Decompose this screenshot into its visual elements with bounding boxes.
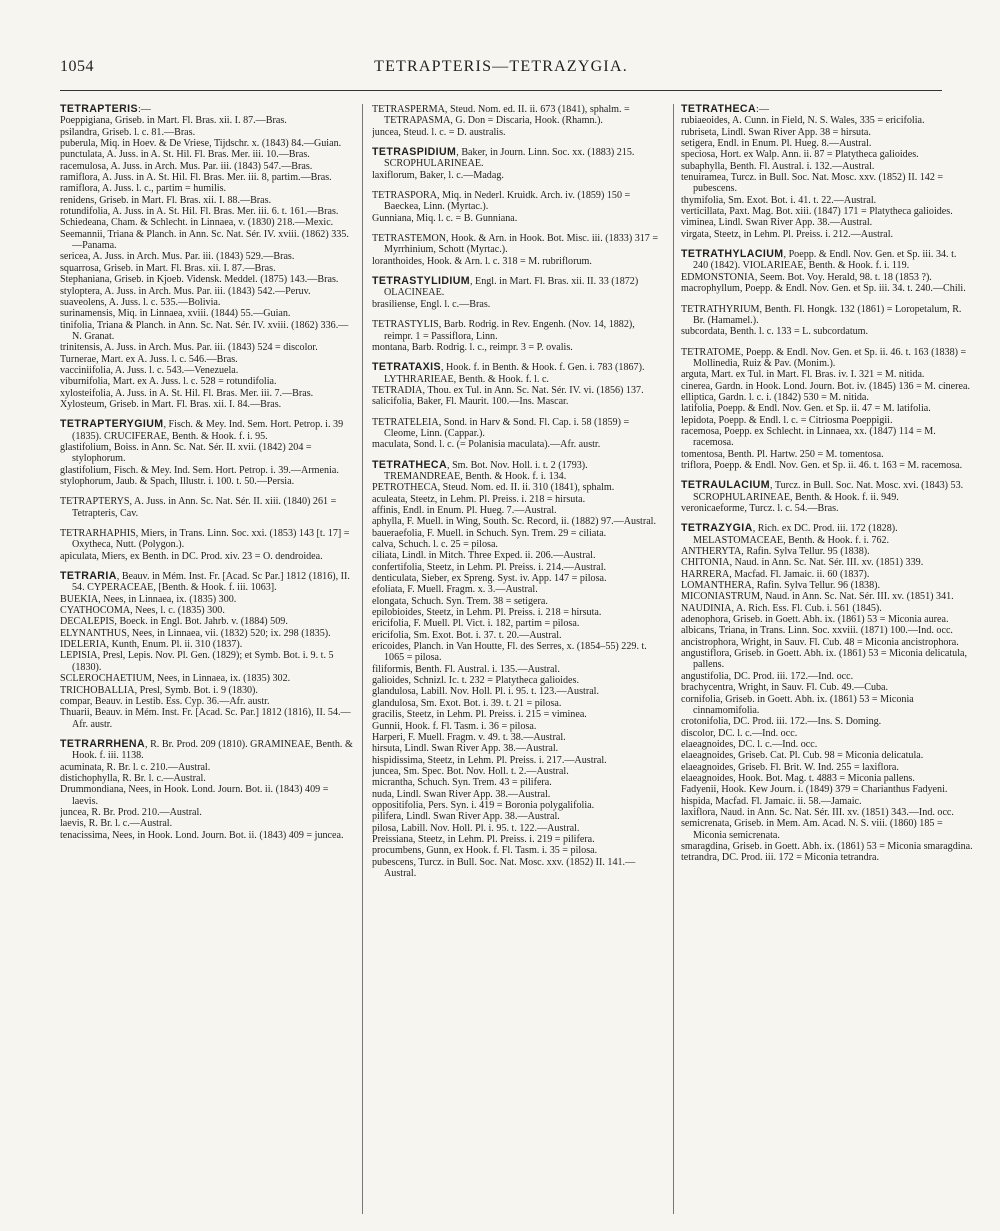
genus-citation: , Sm. Bot. Nov. Holl. i. t. 2 (1793). TREMANDREAE, Benth. & Hook. f. i. 134. [384, 459, 588, 482]
species-line: maculata, Sond. l. c. (= Polanisia maculata).—Afr. austr. [372, 439, 601, 451]
species-line: BUEKIA, Nees, in Linnaea, ix. (1835) 300. [60, 593, 237, 605]
species-line: ramiflora, A. Juss. in A. St. Hil. Fl. Bras. Mer. iii. 8, partim.—Bras. [60, 172, 332, 184]
species-line: punctulata, A. Juss. in A. St. Hil. Fl. Bras. Mer. iii. 10.—Bras. [60, 149, 310, 161]
species-line: affinis, Endl. in Enum. Pl. Hueg. 7.—Austral. [372, 504, 557, 516]
genus-citation: TETRATELEIA, Sond. in Harv & Sond. Fl. Cap. i. 58 (1859) = Cleome, Linn. (Cappar.). [372, 416, 630, 439]
species-line: Drummondiana, Nees, in Hook. Lond. Journ. Bot. ii. (1843) 409 = laevis. [60, 784, 329, 807]
genus-entry [372, 460, 665, 880]
genus-citation: , Beauv. in Mém. Inst. Fr. [Acad. Sc Par.] 1812 (1816), II. 54. CYPERACEAE, [Benth. & Hook. f. iii. 1063]. [72, 571, 350, 594]
page-number: 1054 [60, 58, 94, 75]
species-line: epilobioides, Steetz, in Lehm. Pl. Preiss. i. 218 = hirsuta. [372, 607, 602, 619]
genus-entry [60, 419, 353, 487]
species-line: angustiflora, Griseb. in Goett. Abh. ix. (1861) 53 = Miconia delicatula, pallens. [681, 648, 968, 671]
header-rule [60, 90, 942, 91]
species-line: NAUDINIA, A. Rich. Ess. Fl. Cub. i. 561 (1845). [681, 602, 882, 614]
genus-entry [372, 276, 665, 310]
genus-entry [681, 347, 974, 472]
species-line: verticillata, Paxt. Mag. Bot. xiii. (1847) 171 = Platytheca galioides. [681, 206, 953, 218]
species-line: PETROTHECA, Steud. Nom. ed. II. ii. 310 (1841), sphalm. [372, 482, 615, 494]
species-line: surinamensis, Miq. in Linnaea, xviii. (1844) 55.—Guian. [60, 308, 291, 320]
species-line: confertifolia, Steetz, in Lehm. Pl. Preiss. i. 214.—Austral. [372, 561, 607, 573]
species-line: HARRERA, Macfad. Fl. Jamaic. ii. 60 (1837). [681, 568, 870, 580]
species-line: aculeata, Steetz, in Lehm. Pl. Preiss. i. 218 = hirsuta. [372, 493, 586, 505]
genus-citation: TETRATOME, Poepp. & Endl. Nov. Gen. et Sp. ii. 46. t. 163 (1838) = Mollinedia, Ruiz & Pav. (Monim.). [681, 346, 967, 369]
species-line: DECALEPIS, Boeck. in Engl. Bot. Jahrb. v. (1884) 509. [60, 616, 288, 628]
species-line: semicrenata, Griseb. in Mem. Am. Acad. N. S. viii. (1860) 185 = Miconia semicrenata. [681, 818, 943, 841]
species-line: veronicaeforme, Turcz. l. c. 54.—Bras. [681, 503, 839, 514]
species-line: nuda, Lindl. Swan River App. 38.—Austral. [372, 788, 551, 800]
species-line: sericea, A. Juss. in Arch. Mus. Par. iii. (1843) 529.—Bras. [60, 251, 295, 263]
species-line: montana, Barb. Rodrig. l. c., reimpr. 3 = P. ovalis. [372, 341, 573, 353]
genus-citation: TETRATHYRIUM, Benth. Fl. Hongk. 132 (1861) = Loropetalum, R. Br. (Hamamel.). [681, 303, 962, 326]
species-line: stylophorum, Jaub. & Spach, Illustr. i. 100. t. 50.—Persia. [60, 476, 295, 487]
species-line: cornifolia, Griseb. in Goett. Abh. ix. (1861) 53 = Miconia cinnamomifolia. [681, 693, 914, 716]
entry-heading [372, 460, 665, 483]
species-line: trinitensis, A. Juss. in Arch. Mus. Par. iii. (1843) 524 = discolor. [60, 342, 318, 354]
genus-citation: TETRASPERMA, Steud. Nom. ed. II. ii. 673 (1841), sphalm. = TETRAPASMA, G. Don = Discaria, Hook. (Rhamn.). [372, 104, 630, 127]
genus-citation: , Rich. ex DC. Prod. iii. 172 (1828). MELASTOMACEAE, Benth. & Hook. f. i. 762. [693, 523, 898, 546]
genus-name: TETRASTYLIDIUM [372, 275, 470, 288]
species-line: ancistrophora, Wright, in Sauv. Fl. Cub. 48 = Miconia ancistrophora. [681, 636, 959, 648]
genus-entry [60, 496, 353, 519]
species-line: psilandra, Griseb. l. c. 81.—Bras. [60, 126, 196, 138]
species-line: pilosa, Labill. Nov. Holl. Pl. i. 95. t. 122.—Austral. [372, 822, 580, 834]
species-line: setigera, Endl. in Enum. Pl. Hueg. 8.—Austral. [681, 138, 872, 150]
species-line: Turnerae, Mart. ex A. Juss. l. c. 546.—Bras. [60, 353, 238, 365]
entry-heading [372, 276, 665, 299]
genus-entry [681, 304, 974, 338]
entry-heading [60, 104, 353, 115]
species-line: smaragdina, Griseb. in Goett. Abh. ix. (1861) 53 = Miconia smaragdina. [681, 840, 973, 852]
species-line: latifolia, Poepp. & Endl. Nov. Gen. et Sp. ii. 47 = M. latifolia. [681, 403, 931, 415]
species-line: CYATHOCOMA, Nees, l. c. (1835) 300. [60, 605, 225, 617]
species-line: micrantha, Schuch. Syn. Trem. 43 = pilifera. [372, 777, 552, 789]
genus-name: TETRATHECA [372, 458, 448, 471]
genus-entry [372, 104, 665, 138]
page-header [60, 58, 942, 84]
species-line: elongata, Schuch. Syn. Trem. 38 = setigera. [372, 595, 548, 607]
species-line: tomentosa, Benth. Pl. Hartw. 250 = M. tomentosa. [681, 448, 884, 460]
species-line: oppositifolia, Pers. Syn. i. 419 = Boronia polygalifolia. [372, 799, 595, 811]
species-line: tenuiramea, Turcz. in Bull. Soc. Nat. Mosc. xxv. (1852) II. 142 = pubescens. [681, 172, 944, 195]
species-line: Gunnii, Hook. f. Fl. Tasm. i. 36 = pilosa. [372, 720, 537, 732]
species-line: ericoides, Planch. in Van Houtte, Fl. des Serres, x. (1854–55) 229. t. 1065 = pilosa. [372, 641, 647, 664]
species-line: Seemannii, Triana & Planch. in Ann. Sc. Nat. Sér. IV. xviii. (1862) 335.—Panama. [60, 228, 349, 252]
species-line: viburnifolia, Mart. ex A. Juss. l. c. 528 = rotundifolia. [60, 376, 277, 388]
genus-entry [372, 190, 665, 224]
entry-heading [60, 739, 353, 762]
species-line: elaeagnoides, Hook. Bot. Mag. t. 4883 = Miconia pallens. [681, 772, 915, 784]
species-line: laxiflora, Naud. in Ann. Sc. Nat. Sér. III. xv. (1851) 343.—Ind. occ. [681, 806, 954, 818]
species-line: CHITONIA, Naud. in Ann. Sc. Nat. Sér. III. xv. (1851) 339. [681, 557, 924, 569]
column-divider [362, 104, 363, 1214]
genus-entry [681, 249, 974, 294]
entry-heading [372, 362, 665, 385]
genus-entry [60, 739, 353, 841]
species-line: laevis, R. Br. l. c.—Austral. [60, 818, 173, 830]
genus-name: TETRARRHENA [60, 737, 146, 750]
species-line: elliptica, Gardn. l. c. i. (1842) 530 = M. nitida. [681, 391, 869, 403]
entry-heading [372, 319, 665, 342]
species-line: crotonifolia, DC. Prod. iii. 172.—Ins. S. Doming. [681, 716, 882, 728]
entry-heading [681, 249, 974, 272]
species-line: subaphylla, Benth. Fl. Austral. i. 132.—Austral. [681, 160, 875, 172]
genus-name: TETRATHYLACIUM [681, 248, 784, 261]
genus-entry [681, 104, 974, 240]
column-1 [60, 104, 353, 1224]
genus-entry [681, 480, 974, 514]
species-line: Xylosteum, Griseb. in Mart. Fl. Bras. xii. I. 84.—Bras. [60, 398, 282, 410]
species-line: ericifolia, Sm. Exot. Bot. i. 37. t. 20.—Austral. [372, 629, 562, 641]
species-line: juncea, R. Br. Prod. 210.—Austral. [60, 806, 202, 818]
species-line: racemulosa, A. Juss. in Arch. Mus. Par. iii. (1843) 547.—Bras. [60, 160, 313, 172]
species-line: rotundifolia, A. Juss. in A. St. Hil. Fl. Bras. Mer. iii. 6. t. 161.—Bras. [60, 206, 339, 218]
entry-heading [60, 419, 353, 442]
species-line: cinerea, Gardn. in Hook. Lond. Journ. Bot. iv. (1845) 136 = M. cinerea. [681, 380, 970, 392]
species-line: calva, Schuch. l. c. 25 = pilosa. [372, 539, 498, 550]
species-line: brasiliense, Engl. l. c.—Bras. [372, 298, 491, 310]
species-line: rubiaeoides, A. Cunn. in Field, N. S. Wales, 335 = ericifolia. [681, 115, 925, 127]
species-line: compar, Beauv. in Lestib. Ess. Cyp. 36.—Afr. austr. [60, 695, 270, 707]
genus-entry [60, 528, 353, 562]
genus-entry [372, 233, 665, 267]
species-line: juncea, Sm. Spec. Bot. Nov. Holl. t. 2.—Austral. [372, 765, 569, 777]
species-line: acuminata, R. Br. l. c. 210.—Austral. [60, 761, 211, 773]
genus-citation: :— [137, 104, 151, 115]
species-line: thymifolia, Sm. Exot. Bot. i. 41. t. 22.—Austral. [681, 194, 877, 206]
entry-heading [60, 571, 353, 594]
genus-citation: TETRASTYLIS, Barb. Rodrig. in Rev. Engenh. (Nov. 14, 1882), reimpr. 1 = Passiflora, Linn. [372, 319, 635, 342]
genus-entry [60, 104, 353, 410]
genus-citation: , Poepp. & Endl. Nov. Gen. et Sp. iii. 34. t. 240 (1842). VIOLARIEAE, Benth. & Hook. f. i. 119. [693, 249, 957, 272]
entry-heading [372, 417, 665, 440]
species-line: styloptera, A. Juss. in Arch. Mus. Par. iii. (1843) 542.—Peruv. [60, 285, 311, 297]
genus-entry [681, 523, 974, 863]
genus-entry [372, 319, 665, 353]
species-line: speciosa, Hort. ex Walp. Ann. ii. 87 = Platytheca galioides. [681, 149, 919, 161]
species-line: suaveolens, A. Juss. l. c. 535.—Bolivia. [60, 296, 221, 308]
species-line: baueraefolia, F. Muell. in Schuch. Syn. Trem. 29 = ciliata. [372, 527, 607, 539]
species-line: triflora, Poepp. & Endl. Nov. Gen. et Sp. ii. 46. t. 163 = M. racemosa. [681, 459, 963, 471]
species-line: elaeagnoides, Griseb. Fl. Brit. W. Ind. 255 = laxiflora. [681, 761, 899, 773]
species-line: pilifera, Lindl. Swan River App. 38.—Austral. [372, 811, 560, 823]
species-line: gracilis, Steetz, in Lehm. Pl. Preiss. i. 215 = viminea. [372, 709, 587, 721]
species-line: filiformis, Benth. Fl. Austral. i. 135.—Austral. [372, 663, 560, 675]
running-title: TETRAPTERIS—TETRAZYGIA. [374, 58, 628, 75]
species-line: pubescens, Turcz. in Bull. Soc. Nat. Mosc. xxv. (1852) II. 141.—Austral. [372, 856, 636, 879]
species-line: glastifolium, Fisch. & Mey. Ind. Sem. Hort. Petrop. i. 39.—Armenia. [60, 464, 339, 476]
species-line: brachycentra, Wright, in Sauv. Fl. Cub. 49.—Cuba. [681, 682, 889, 694]
species-line: ramiflora, A. Juss. l. c., partim = humilis. [60, 183, 227, 195]
genus-name: TETRAULACIUM [681, 479, 770, 492]
column-2 [372, 104, 665, 1224]
column-3 [681, 104, 974, 1224]
species-line: Stephaniana, Griseb. in Kjoeb. Vidensk. Meddel. (1875) 143.—Bras. [60, 274, 339, 286]
species-line: galioides, Schnizl. Ic. t. 232 = Platytheca galioides. [372, 675, 579, 687]
species-line: elaeagnoides, Griseb. Cat. Pl. Cub. 98 = Miconia delicatula. [681, 750, 924, 762]
genus-citation: TETRASTEMON, Hook. & Arn. in Hook. Bot. Misc. iii. (1833) 317 = Myrrhinium, Schott (Myrtac.). [372, 233, 659, 256]
genus-name: TETRAZYGIA [681, 522, 753, 535]
entry-heading [681, 480, 974, 503]
species-line: TRICHOBALLIA, Presl, Symb. Bot. i. 9 (1830). [60, 684, 258, 696]
entry-heading [60, 496, 353, 519]
species-line: Poeppigiana, Griseb. in Mart. Fl. Bras. xii. I. 87.—Bras. [60, 115, 287, 127]
species-line: glandulosa, Sm. Exot. Bot. i. 39. t. 21 = pilosa. [372, 697, 562, 709]
species-line: racemosa, Poepp. ex Schlecht. in Linnaea, xx. (1847) 114 = M. racemosa. [681, 425, 936, 449]
genus-entry [60, 571, 353, 730]
genus-name: TETRASPIDIUM [372, 146, 457, 159]
species-line: TETRADIA, Thou. ex Tul. in Ann. Sc. Nat. Sér. IV. vi. (1856) 137. [372, 384, 644, 396]
genus-citation: TETRASPORA, Miq. in Nederl. Kruidk. Arch. iv. (1859) 150 = Baeckea, Linn. (Myrtac.). [372, 190, 631, 213]
species-line: tenacissima, Nees, in Hook. Lond. Journ. Bot. ii. (1843) 409 = juncea. [60, 829, 344, 841]
species-line: glastifolium, Boiss. in Ann. Sc. Nat. Sér. II. xvii. (1842) 204 = stylophorum. [60, 441, 312, 465]
genus-name: TETRAPTERIS [60, 104, 138, 115]
entry-heading [681, 304, 974, 327]
species-line: tetrandra, DC. Prod. iii. 172 = Miconia tetrandra. [681, 852, 879, 864]
genus-name: TETRATHECA [681, 104, 757, 115]
species-line: tinifolia, Triana & Planch. in Ann. Sc. Nat. Sér. IV. xviii. (1862) 336.—N. Granat. [60, 319, 349, 342]
species-line: denticulata, Sieber, ex Spreng. Syst. iv. App. 147 = pilosa. [372, 573, 607, 585]
species-line: hispida, Macfad. Fl. Jamaic. ii. 58.—Jamaic. [681, 795, 862, 807]
species-line: Schiedeana, Cham. & Schlecht. in Linnaea, v. (1830) 218.—Mexic. [60, 217, 334, 229]
genus-name: TETRATAXIS [372, 361, 441, 374]
species-line: glandulosa, Labill. Nov. Holl. Pl. i. 95. t. 123.—Austral. [372, 686, 600, 698]
species-line: apiculata, Miers, ex Benth. in DC. Prod. xiv. 23 = O. dendroidea. [60, 550, 323, 562]
genus-citation: , Turcz. in Bull. Soc. Nat. Mosc. xvi. (1843) 53. SCROPHULARINEAE, Benth. & Hook. f. ii. 949. [693, 480, 964, 503]
entry-heading [681, 104, 974, 115]
species-line: elaeagnoides, DC. l. c.—Ind. occ. [681, 738, 818, 750]
entry-heading [681, 347, 974, 370]
species-line: Thuarii, Beauv. in Mém. Inst. Fr. [Acad. Sc. Par.] 1812 (1816), II. 54.—Afr. austr. [60, 707, 351, 730]
species-line: aphylla, F. Muell. in Wing, South. Sc. Record, ii. (1882) 97.—Austral. [372, 516, 657, 528]
species-line: Preissiana, Steetz, in Lehm. Pl. Preiss. i. 219 = pilifera. [372, 833, 595, 845]
genus-citation: :— [756, 104, 769, 115]
species-line: laxiflorum, Baker, l. c.—Madag. [372, 169, 504, 181]
species-line: adenophora, Griseb. in Goett. Abh. ix. (1861) 53 = Miconia aurea. [681, 614, 949, 626]
entry-heading [60, 528, 353, 551]
species-line: IDELERIA, Kunth, Enum. Pl. ii. 310 (1837). [60, 639, 243, 651]
entry-heading [681, 523, 974, 546]
species-line: vacciniifolia, A. Juss. l. c. 543.—Venezuela. [60, 364, 239, 376]
genus-entry [372, 362, 665, 407]
species-line: subcordata, Benth. l. c. 133 = L. subcordatum. [681, 326, 869, 338]
column-divider [673, 104, 674, 1214]
genus-citation: , R. Br. Prod. 209 (1810). GRAMINEAE, Benth. & Hook. f. iii. 1138. [72, 738, 353, 762]
genus-citation: , Hook. f. in Benth. & Hook. f. Gen. i. 783 (1867). LYTHRARIEAE, Benth. & Hook. f. l. c. [384, 362, 645, 385]
species-line: procumbens, Gunn, ex Hook. f. Fl. Tasm. i. 35 = pilosa. [372, 845, 598, 857]
species-line: renidens, Griseb. in Mart. Fl. Bras. xii. I. 88.—Bras. [60, 194, 272, 206]
species-line: ciliata, Lindl. in Mitch. Three Exped. ii. 206.—Austral. [372, 550, 596, 562]
species-line: discolor, DC. l. c.—Ind. occ. [681, 727, 798, 739]
species-line: LOMANTHERA, Rafin. Sylva Tellur. 96 (1838). [681, 580, 881, 592]
genus-citation: , Engl. in Mart. Fl. Bras. xii. II. 33 (1872) OLACINEAE. [384, 276, 639, 299]
entry-heading [372, 233, 665, 256]
genus-entry [372, 417, 665, 451]
species-line: ANTHERYTA, Rafin. Sylva Tellur. 95 (1838). [681, 546, 870, 558]
species-line: hirsuta, Lindl. Swan River App. 38.—Austral. [372, 743, 559, 755]
species-line: juncea, Steud. l. c. = D. australis. [372, 126, 506, 138]
species-line: rubriseta, Lindl. Swan River App. 38 = hirsuta. [681, 126, 871, 138]
species-line: Harperi, F. Muell. Fragm. v. 49. t. 38.—Austral. [372, 731, 566, 743]
species-line: puberula, Miq. in Hoev. & De Vriese, Tijdschr. x. (1843) 84.—Guian. [60, 138, 342, 150]
species-line: lepidota, Poepp. & Endl. l. c. = Citriosma Poeppigii. [681, 414, 893, 426]
species-line: hispidissima, Steetz, in Lehm. Pl. Preiss. i. 217.—Austral. [372, 754, 607, 766]
species-line: MICONIASTRUM, Naud. in Ann. Sc. Nat. Sér. III. xv. (1851) 341. [681, 591, 954, 603]
species-line: loranthoides, Hook. & Arn. l. c. 318 = M. rubriflorum. [372, 255, 592, 267]
genus-name: TETRAPTERYGIUM [60, 418, 164, 431]
genus-citation: TETRAPTERYS, A. Juss. in Ann. Sc. Nat. Sér. II. xiii. (1840) 261 = Tetrapteris, Cav. [60, 496, 337, 519]
entry-heading [372, 104, 665, 127]
genus-name: TETRARIA [60, 570, 117, 583]
species-line: macrophyllum, Poepp. & Endl. Nov. Gen. et Sp. iii. 34. t. 240.—Chili. [681, 283, 966, 295]
species-line: viminea, Lindl. Swan River App. 38.—Austral. [681, 217, 873, 229]
species-line: SCLEROCHAETIUM, Nees, in Linnaea, ix. (1835) 302. [60, 673, 291, 685]
species-line: distichophylla, R. Br. l. c.—Austral. [60, 772, 206, 784]
species-line: arguta, Mart. ex Tul. in Mart. Fl. Bras. iv. I. 321 = M. nitida. [681, 369, 925, 381]
species-line: albicans, Triana, in Trans. Linn. Soc. xxviii. (1871) 100.—Ind. occ. [681, 625, 953, 637]
species-line: Fadyenii, Hook. Kew Journ. i. (1849) 379 = Charianthus Fadyeni. [681, 784, 948, 796]
species-line: efoliata, F. Muell. Fragm. x. 3.—Austral. [372, 584, 538, 596]
species-line: ericifolia, F. Muell. Pl. Vict. i. 182, partim = pilosa. [372, 618, 580, 630]
species-line: salicifolia, Baker, Fl. Maurit. 100.—Ins. Mascar. [372, 396, 569, 408]
genus-citation: , Fisch. & Mey. Ind. Sem. Hort. Petrop. i. 39 (1835). CRUCIFERAE, Benth. & Hook. f. i. 95. [72, 419, 344, 442]
species-line: LEPISIA, Presl, Lepis. Nov. Pl. Gen. (1829); et Symb. Bot. i. 9. t. 5 (1830). [60, 650, 334, 673]
species-line: ELYNANTHUS, Nees, in Linnaea, vii. (1832) 520; ix. 298 (1835). [60, 627, 331, 639]
species-line: xylosteifolia, A. Juss. in A. St. Hil. Fl. Bras. Mer. iii. 7.—Bras. [60, 387, 314, 399]
species-line: Gunniana, Miq. l. c. = B. Gunniana. [372, 212, 518, 224]
entry-heading [372, 190, 665, 213]
genus-citation: , Baker, in Journ. Linn. Soc. xx. (1883) 215. SCROPHULARINEAE. [384, 147, 635, 170]
species-line: virgata, Steetz, in Lehm. Pl. Preiss. i. 212.—Austral. [681, 228, 894, 240]
species-line: EDMONSTONIA, Seem. Bot. Voy. Herald, 98. t. 18 (1853 ?). [681, 271, 932, 283]
genus-citation: TETRARHAPHIS, Miers, in Trans. Linn. Soc. xxi. (1853) 143 [t. 17] = Oxytheca, Nutt. (Polygon.). [60, 528, 350, 551]
genus-entry [372, 147, 665, 181]
species-line: angustifolia, DC. Prod. iii. 172.—Ind. occ. [681, 670, 854, 682]
entry-heading [372, 147, 665, 170]
species-line: squarrosa, Griseb. in Mart. Fl. Bras. xii. I. 87.—Bras. [60, 262, 276, 274]
